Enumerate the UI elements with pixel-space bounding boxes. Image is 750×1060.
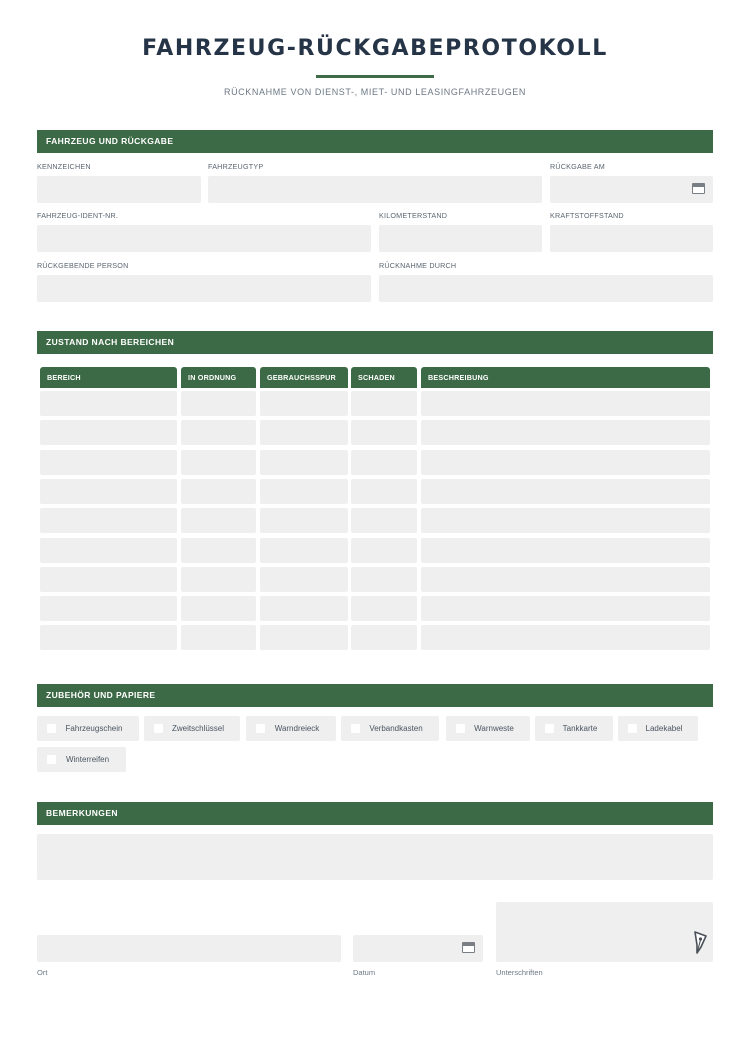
table-cell-in-ordnung[interactable] xyxy=(181,567,256,592)
table-cell-beschreibung[interactable] xyxy=(421,450,710,475)
table-cell-bereich[interactable] xyxy=(40,567,177,592)
table-cell-gebrauchsspur[interactable] xyxy=(260,450,348,475)
table-cell-in-ordnung[interactable] xyxy=(181,479,256,504)
accessory-verbandkasten[interactable] xyxy=(341,716,439,741)
accessory-warnweste[interactable] xyxy=(446,716,530,741)
accessory-label: Verbandkasten xyxy=(369,724,423,733)
rueckgebende-person-label: RÜCKGEBENDE PERSON xyxy=(37,261,129,270)
table-cell-beschreibung[interactable] xyxy=(421,420,710,445)
table-cell-gebrauchsspur[interactable] xyxy=(260,596,348,621)
table-cell-bereich[interactable] xyxy=(40,538,177,563)
table-cell-bereich[interactable] xyxy=(40,450,177,475)
column-header-in-ordnung: IN ORDNUNG xyxy=(181,367,256,388)
table-cell-in-ordnung[interactable] xyxy=(181,508,256,533)
datum-field[interactable] xyxy=(353,935,483,962)
rueckgabe-am-field[interactable] xyxy=(550,176,713,203)
ort-label: Ort xyxy=(37,968,48,977)
table-cell-schaden[interactable] xyxy=(351,420,417,445)
page-subtitle: RÜCKNAHME VON DIENST-, MIET- UND LEASINGFAHRZEUGEN xyxy=(223,87,527,97)
table-cell-in-ordnung[interactable] xyxy=(181,538,256,563)
kennzeichen-field[interactable] xyxy=(37,176,201,203)
table-cell-beschreibung[interactable] xyxy=(421,596,710,621)
unterschriften-label: Unterschriften xyxy=(496,968,543,977)
table-cell-in-ordnung[interactable] xyxy=(181,450,256,475)
kennzeichen-label: KENNZEICHEN xyxy=(37,162,91,171)
pen-icon xyxy=(692,930,708,954)
section-header-remarks: BEMERKUNGEN xyxy=(37,802,713,825)
accessory-tankkarte[interactable] xyxy=(535,716,613,741)
rueckgabe-am-label: RÜCKGABE AM xyxy=(550,162,605,171)
kraftstoffstand-field[interactable] xyxy=(550,225,713,252)
column-header-schaden: SCHADEN xyxy=(351,367,417,388)
accessory-fahrzeugschein[interactable] xyxy=(37,716,139,741)
section-header-condition: ZUSTAND NACH BEREICHEN xyxy=(37,331,713,354)
column-header-gebrauchsspur: GEBRAUCHSSPUR xyxy=(260,367,348,388)
accessory-label: Ladekabel xyxy=(645,724,683,733)
table-cell-in-ordnung[interactable] xyxy=(181,391,256,416)
table-cell-schaden[interactable] xyxy=(351,391,417,416)
accessory-zweitschluessel[interactable] xyxy=(144,716,240,741)
column-header-beschreibung: BESCHREIBUNG xyxy=(421,367,710,388)
table-cell-beschreibung[interactable] xyxy=(421,508,710,533)
accessory-label: Winterreifen xyxy=(65,755,110,764)
table-cell-schaden[interactable] xyxy=(351,508,417,533)
remarks-field[interactable] xyxy=(37,834,713,880)
datum-label: Datum xyxy=(353,968,376,977)
kilometerstand-label: KILOMETERSTAND xyxy=(379,211,448,220)
table-cell-gebrauchsspur[interactable] xyxy=(260,538,348,563)
table-cell-schaden[interactable] xyxy=(351,596,417,621)
table-cell-in-ordnung[interactable] xyxy=(181,596,256,621)
fin-label: FAHRZEUG-IDENT-NR. xyxy=(37,211,119,220)
accessory-label: Tankkarte xyxy=(562,724,598,733)
table-cell-gebrauchsspur[interactable] xyxy=(260,567,348,592)
table-cell-in-ordnung[interactable] xyxy=(181,420,256,445)
table-cell-gebrauchsspur[interactable] xyxy=(260,420,348,445)
table-cell-beschreibung[interactable] xyxy=(421,391,710,416)
table-cell-schaden[interactable] xyxy=(351,538,417,563)
accessory-warndreieck[interactable] xyxy=(246,716,336,741)
accessory-label: Warnweste xyxy=(474,724,514,733)
accessory-label: Warndreieck xyxy=(274,724,320,733)
accessory-label: Zweitschlüssel xyxy=(171,724,224,733)
calendar-icon[interactable] xyxy=(692,183,705,194)
table-cell-schaden[interactable] xyxy=(351,567,417,592)
section-header-vehicle: FAHRZEUG UND RÜCKGABE xyxy=(37,130,713,153)
title-underline xyxy=(316,75,434,78)
ruecknahme-durch-field[interactable] xyxy=(379,275,713,302)
table-cell-bereich[interactable] xyxy=(40,420,177,445)
rueckgebende-person-field[interactable] xyxy=(37,275,371,302)
table-cell-bereich[interactable] xyxy=(40,391,177,416)
table-cell-beschreibung[interactable] xyxy=(421,567,710,592)
table-cell-beschreibung[interactable] xyxy=(421,625,710,650)
table-cell-bereich[interactable] xyxy=(40,479,177,504)
table-cell-beschreibung[interactable] xyxy=(421,538,710,563)
table-cell-schaden[interactable] xyxy=(351,625,417,650)
accessory-label: Fahrzeugschein xyxy=(65,724,123,733)
column-header-bereich: BEREICH xyxy=(40,367,177,388)
table-cell-in-ordnung[interactable] xyxy=(181,625,256,650)
table-cell-bereich[interactable] xyxy=(40,625,177,650)
fin-field[interactable] xyxy=(37,225,371,252)
accessory-winterreifen[interactable] xyxy=(37,747,126,772)
table-cell-bereich[interactable] xyxy=(40,596,177,621)
table-cell-beschreibung[interactable] xyxy=(421,479,710,504)
table-cell-gebrauchsspur[interactable] xyxy=(260,391,348,416)
calendar-icon[interactable] xyxy=(462,942,475,953)
table-cell-gebrauchsspur[interactable] xyxy=(260,479,348,504)
accessory-ladekabel[interactable] xyxy=(618,716,698,741)
kilometerstand-field[interactable] xyxy=(379,225,542,252)
table-cell-bereich[interactable] xyxy=(40,508,177,533)
table-cell-gebrauchsspur[interactable] xyxy=(260,508,348,533)
ruecknahme-durch-label: RÜCKNAHME DURCH xyxy=(379,261,457,270)
fahrzeugtyp-field[interactable] xyxy=(208,176,542,203)
table-cell-gebrauchsspur[interactable] xyxy=(260,625,348,650)
ort-field[interactable] xyxy=(37,935,341,962)
signature-field[interactable] xyxy=(496,902,713,962)
fahrzeugtyp-label: FAHRZEUGTYP xyxy=(208,162,264,171)
page-title: FAHRZEUG-RÜCKGABEPROTOKOLL xyxy=(142,36,608,61)
section-header-accessories: ZUBEHÖR UND PAPIERE xyxy=(37,684,713,707)
kraftstoffstand-label: KRAFTSTOFFSTAND xyxy=(550,211,624,220)
table-cell-schaden[interactable] xyxy=(351,450,417,475)
table-cell-schaden[interactable] xyxy=(351,479,417,504)
